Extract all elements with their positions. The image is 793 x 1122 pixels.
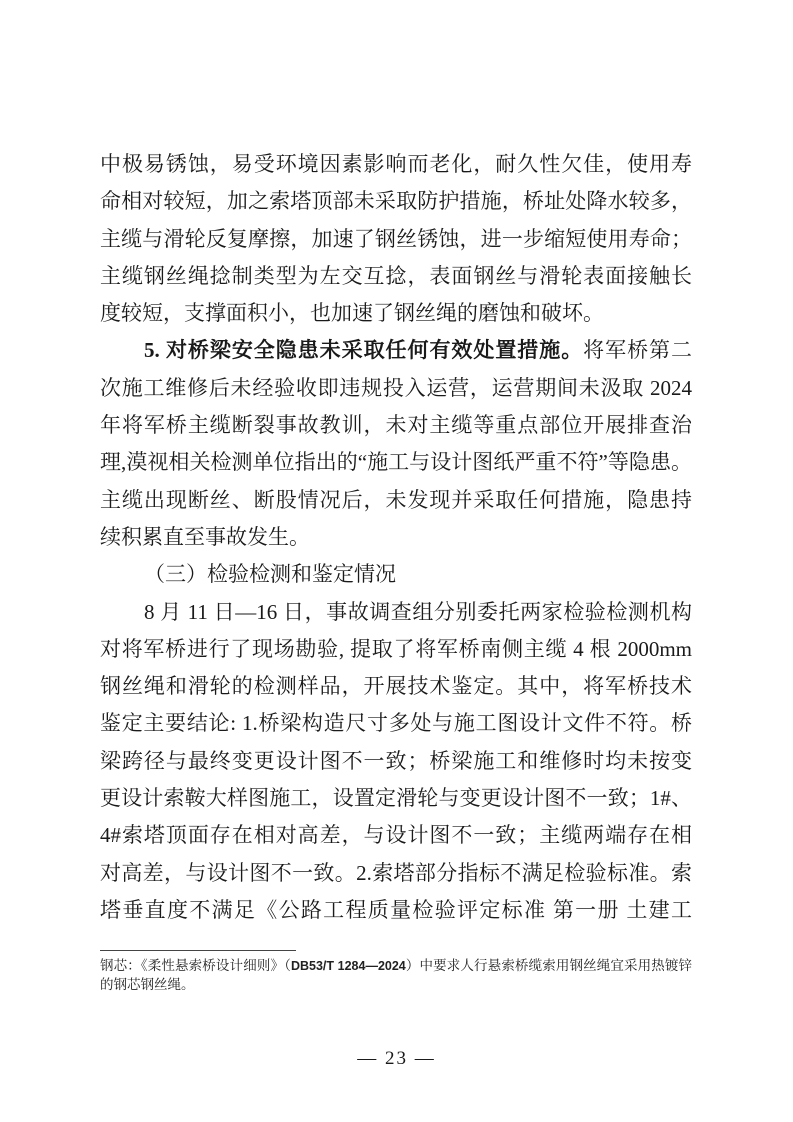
- text-line: [100, 780, 692, 817]
- latin-text-segment: DB53/T 1284—2024: [290, 959, 406, 973]
- text-segment: 主缆出现断丝、断股情况后，未发现并采取任何措施，隐患持: [100, 487, 692, 512]
- text-segment: 中极易锈蚀，易受环境因素影响而老化，耐久性欠佳，使用寿: [100, 152, 692, 176]
- text-segment: 对将军桥进行了现场勘验, 提取了将军桥南侧主缆 4 根 2000mm: [100, 636, 692, 661]
- footnote-separator: [100, 950, 296, 951]
- text-line: [100, 258, 692, 295]
- text-segment: 更设计索鞍大样图施工，设置定滑轮与变更设计图不一致；1#、: [100, 786, 692, 811]
- text-line: [100, 631, 692, 668]
- text-segment: 梁跨径与最终变更设计图不一致；桥梁施工和维修时均未按变: [100, 748, 692, 773]
- text-segment: 塔垂直度不满足《公路工程质量检验评定标准 第一册 土建工: [100, 897, 692, 922]
- text-line: [100, 519, 692, 556]
- text-segment: 将军桥第二: [583, 338, 692, 363]
- bold-text-segment: 5. 对桥梁安全隐患未采取任何有效处置措施。: [144, 338, 584, 363]
- page-number: — 23 —: [357, 1048, 436, 1069]
- text-line: [100, 183, 692, 220]
- text-line: [100, 892, 692, 929]
- text-segment: 理,漠视相关检测单位指出的“施工与设计图纸严重不符”等隐患。: [100, 450, 692, 475]
- text-segment: 续积累直至事故发生。: [100, 524, 310, 549]
- text-segment: （三）检验检测和鉴定情况: [144, 562, 396, 587]
- text-segment: 度较短，支撑面积小，也加速了钢丝绳的磨蚀和破坏。: [100, 301, 604, 326]
- text-line: [100, 332, 692, 369]
- text-line: [100, 146, 692, 183]
- text-segment: 鉴定主要结论: 1.桥梁构造尺寸多处与施工图设计文件不符。桥: [100, 711, 692, 736]
- text-segment: 对高差，与设计图不一致。2.索塔部分指标不满足检验标准。索: [100, 860, 692, 885]
- text-line: [100, 594, 692, 631]
- text-line: [100, 407, 692, 444]
- text-line: [100, 956, 692, 975]
- text-line: [100, 221, 692, 258]
- text-line: [100, 975, 692, 994]
- text-line: [100, 370, 692, 407]
- text-line: [100, 668, 692, 705]
- text-line: [100, 855, 692, 892]
- text-segment: 4#索塔顶面存在相对高差，与设计图不一致；主缆两端存在相: [100, 823, 692, 848]
- text-line: [100, 444, 692, 481]
- text-segment: 主缆与滑轮反复摩擦，加速了钢丝锈蚀，进一步缩短使用寿命；: [100, 226, 692, 251]
- text-segment: 年将军桥主缆断裂事故教训，未对主缆等重点部位开展排查治: [100, 413, 692, 438]
- text-line: [100, 705, 692, 742]
- text-line: [100, 817, 692, 854]
- text-segment: 次施工维修后未经验收即违规投入运营，运营期间未汲取 2024: [100, 375, 692, 400]
- text-segment: 主缆钢丝绳捻制类型为左交互捻，表面钢丝与滑轮表面接触长: [100, 263, 692, 288]
- text-line: [100, 743, 692, 780]
- text-segment: 钢丝绳和滑轮的检测样品，开展技术鉴定。其中，将军桥技术: [100, 674, 692, 699]
- text-line: [100, 556, 692, 593]
- text-segment: 钢芯：《柔性悬索桥设计细则》（: [100, 958, 291, 973]
- text-line: [100, 482, 692, 519]
- document-body: [100, 146, 692, 929]
- text-line: [100, 295, 692, 332]
- text-segment: 的钢芯钢丝绳。: [100, 977, 195, 992]
- text-segment: 8 月 11 日—16 日，事故调查组分别委托两家检验检测机构: [144, 599, 692, 624]
- footnote: [100, 956, 692, 994]
- text-segment: 命相对较短，加之索塔顶部未采取防护措施，桥址处降水较多，: [100, 189, 692, 214]
- text-segment: ）中要求人行悬索桥缆索用钢丝绳宜采用热镀锌: [405, 958, 692, 973]
